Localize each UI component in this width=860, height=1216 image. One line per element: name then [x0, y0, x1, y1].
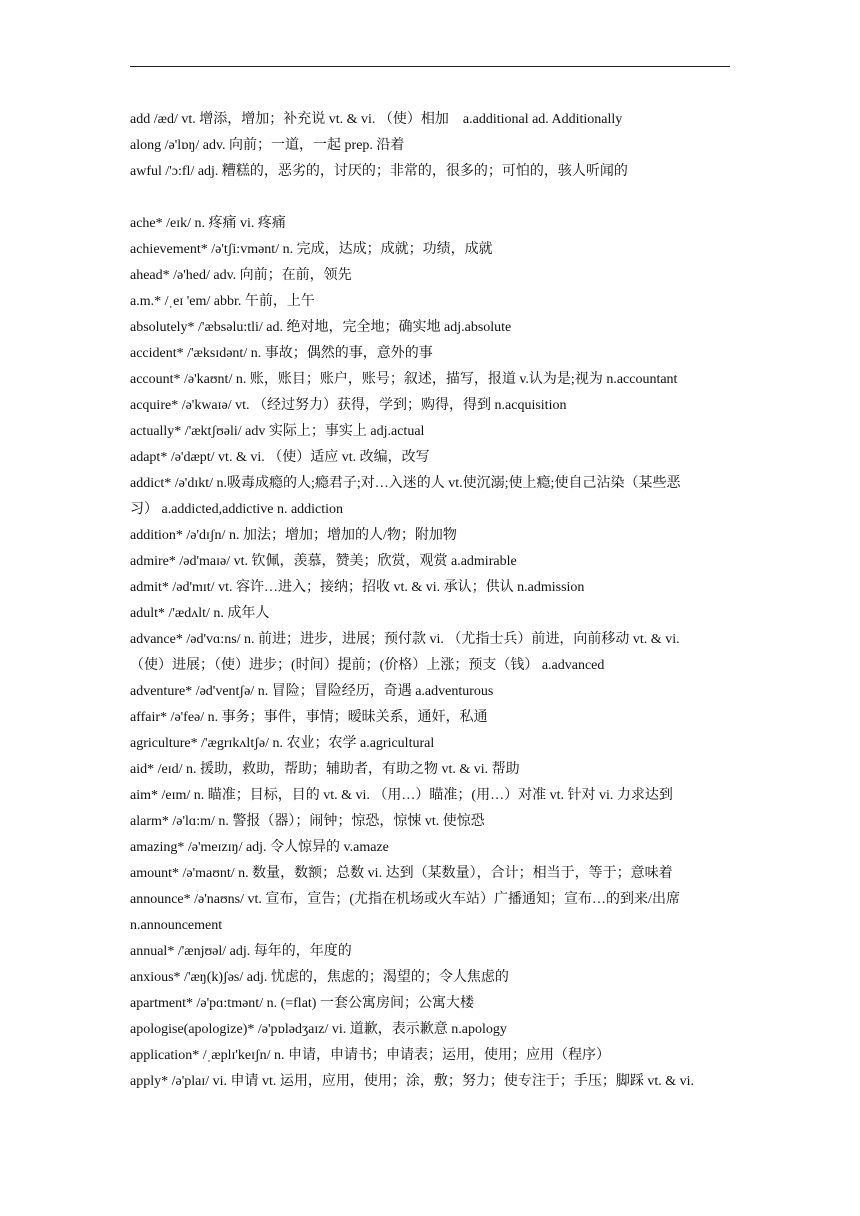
- vocabulary-line: anxious* /'æŋ(k)ʃəs/ adj. 忧虑的，焦虑的；渴望的；令人焦虑的: [130, 970, 509, 985]
- vocabulary-line: （使）进展；（使）进步；(时间）提前；(价格）上涨；预支（钱） a.advanced: [130, 658, 605, 673]
- vocabulary-line: alarm* /ə'lɑ:m/ n. 警报（器）；闹钟；惊恐，惊悚 vt. 使惊恐: [130, 814, 485, 829]
- vocabulary-line: add /æd/ vt. 增添，增加；补充说 vt. & vi. （使）相加 a.additional ad. Additionally: [130, 112, 623, 127]
- vocabulary-line: acquire* /ə'kwaɪə/ vt. （经过努力）获得，学到；购得，得到 n.acquisition: [130, 398, 567, 413]
- vocabulary-line: apply* /ə'plaɪ/ vi. 申请 vt. 运用，应用，使用；涂，敷；努力；使专注于；手压；脚踩 vt. & vi.: [130, 1074, 695, 1089]
- vocabulary-line: n.announcement: [130, 918, 223, 933]
- vocabulary-line: aid* /eɪd/ n. 援助，救助，帮助；辅助者，有助之物 vt. & vi. 帮助: [130, 762, 520, 777]
- header-rule: [130, 66, 730, 67]
- vocabulary-line: account* /ə'kaʊnt/ n. 账，账目；账户，账号；叙述，描写，报道 v.认为是;视为 n.accountant: [130, 372, 678, 387]
- vocabulary-line: actually* /'æktʃʊəli/ adv 实际上；事实上 adj.actual: [130, 424, 425, 439]
- vocabulary-line: awful /'ɔ:fl/ adj. 糟糕的，恶劣的，讨厌的；非常的，很多的；可怕的，骇人听闻的: [130, 164, 628, 179]
- vocabulary-line: addition* /ə'dɪʃn/ n. 加法；增加；增加的人/物；附加物: [130, 528, 457, 543]
- vocabulary-line: along /ə'lɒŋ/ adv. 向前；一道，一起 prep. 沿着: [130, 138, 405, 153]
- vocabulary-line: ahead* /ə'hed/ adv. 向前；在前，领先: [130, 268, 352, 283]
- vocabulary-line: adventure* /əd'ventʃə/ n. 冒险；冒险经历，奇遇 a.adventurous: [130, 684, 494, 699]
- vocabulary-line: amount* /ə'maʊnt/ n. 数量，数额；总数 vi. 达到（某数量），合计；相当于，等于；意味着: [130, 866, 673, 881]
- vocabulary-line: 习） a.addicted,addictive n. addiction: [130, 502, 344, 517]
- vocabulary-list: [130, 107, 730, 1095]
- vocabulary-line: adapt* /ə'dæpt/ vt. & vi. （使）适应 vt. 改编，改写: [130, 450, 430, 465]
- vocabulary-line: addict* /ə'dɪkt/ n.吸毒成瘾的人;瘾君子;对…入迷的人 vt.使沉溺;使上瘾;使自己沾染（某些恶: [130, 476, 681, 491]
- vocabulary-line: affair* /ə'feə/ n. 事务；事件，事情；暧昧关系，通奸，私通: [130, 710, 488, 725]
- vocabulary-line: advance* /əd'vɑ:ns/ n. 前进；进步，进展；预付款 vi. （尤指士兵）前进，向前移动 vt. & vi.: [130, 632, 680, 647]
- vocabulary-line: accident* /'æksɪdənt/ n. 事故；偶然的事，意外的事: [130, 346, 433, 361]
- vocabulary-line: admire* /əd'maɪə/ vt. 钦佩，羡慕，赞美；欣赏，观赏 a.admirable: [130, 554, 517, 569]
- vocabulary-line: application* /ˌæplɪ'keɪʃn/ n. 申请，申请书；申请表；运用，使用；应用（程序）: [130, 1048, 611, 1063]
- vocabulary-line: amazing* /ə'meɪzɪŋ/ adj. 令人惊异的 v.amaze: [130, 840, 389, 855]
- vocabulary-line: admit* /əd'mɪt/ vt. 容许…进入；接纳；招收 vt. & vi. 承认；供认 n.admission: [130, 580, 585, 595]
- vocabulary-line: adult* /'ædʌlt/ n. 成年人: [130, 606, 270, 621]
- vocabulary-line: a.m.* /ˌeɪ 'em/ abbr. 午前，上午: [130, 294, 315, 309]
- vocabulary-line: announce* /ə'naʊns/ vt. 宣布，宣告；(尤指在机场或火车站）广播通知；宣布…的到来/出席: [130, 892, 680, 907]
- vocabulary-line: apartment* /ə'pɑ:tmənt/ n. (=flat) 一套公寓房间；公寓大楼: [130, 996, 474, 1011]
- vocabulary-line: ache* /eɪk/ n. 疼痛 vi. 疼痛: [130, 216, 286, 231]
- vocabulary-line: absolutely* /'æbsəlu:tli/ ad. 绝对地，完全地；确实地 adj.absolute: [130, 320, 512, 335]
- vocabulary-line: apologise(apologize)* /ə'pɒlədʒaɪz/ vi. 道歉，表示歉意 n.apology: [130, 1022, 507, 1037]
- vocabulary-line: aim* /eɪm/ n. 瞄准；目标，目的 vt. & vi. （用…）瞄准；(用…）对准 vt. 针对 vi. 力求达到: [130, 788, 673, 803]
- blank-line: [130, 185, 730, 211]
- vocabulary-line: annual* /'ænjʊəl/ adj. 每年的，年度的: [130, 944, 352, 959]
- vocabulary-line: agriculture* /'ægrɪkʌltʃə/ n. 农业；农学 a.agricultural: [130, 736, 435, 751]
- vocabulary-line: achievement* /ə'tʃi:vmənt/ n. 完成，达成；成就；功绩，成就: [130, 242, 493, 257]
